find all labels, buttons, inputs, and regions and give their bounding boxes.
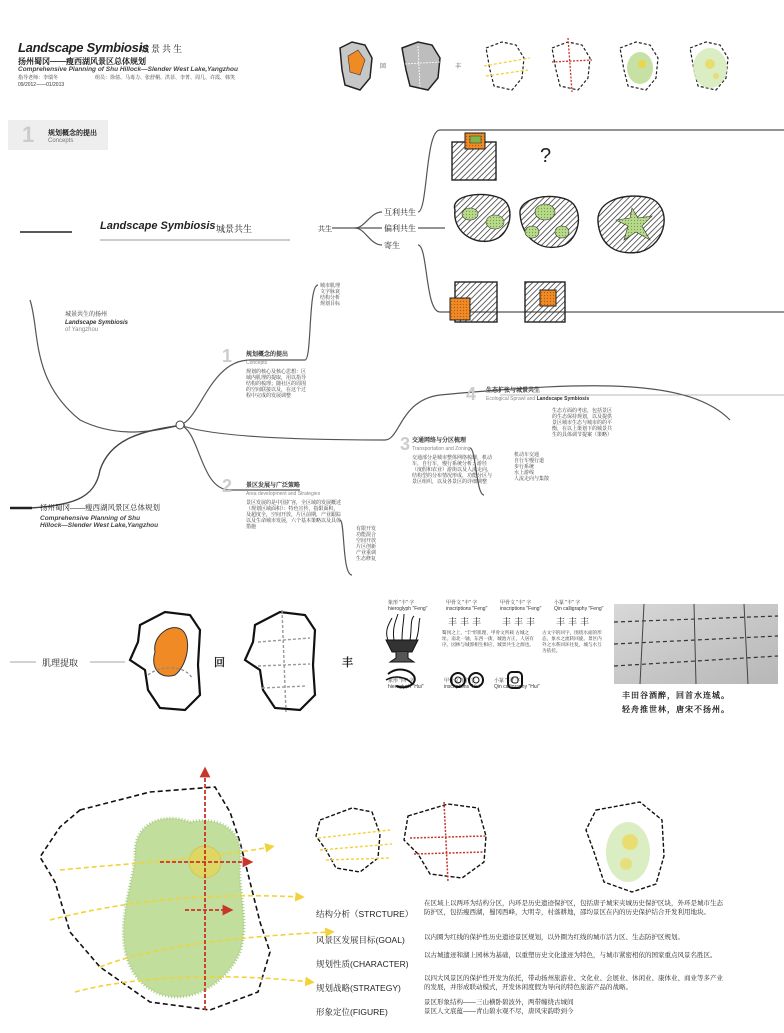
analysis-text-structure: 在区域上以两环为结构分区，内环是历史遗迹保护区，包括唐子城宋夹城历史保护区块，外环是城市生态防护区，包括瘦西湖，蜀冈西峰，大明寺，村落耕地，邵均景区在内的历史保护结合开发利用地块。	[424, 900, 723, 916]
node3-list	[514, 452, 549, 482]
node2-item: 片区创新	[356, 544, 377, 550]
node3-title: 交通网络与分区梳理	[412, 438, 467, 444]
illus-row1	[452, 133, 496, 180]
node2-title: 景区发展与广泛策略	[246, 483, 301, 489]
header-subtitle-en: Comprehensive Planning of Shu Hillock—Slender West Lake,Yangzhou	[18, 66, 238, 73]
node4-title-cn: 生态扩张与城景共生	[486, 388, 541, 394]
feng-head-1: 象形 "丰" 字 hieroglyph "Feng"	[388, 600, 428, 612]
left-note	[65, 312, 128, 335]
analysis-label-goal: 风景区发展目标(GOAL)	[316, 935, 405, 945]
aerial-photo	[614, 604, 778, 684]
header-members: 组员：徐倩、马毒力、张舒桐、洪菲、李菁、周几、许霞、韩笑	[95, 75, 236, 81]
texture-glyph-hui: 回	[214, 657, 225, 669]
branch-parasitism: 寄生	[384, 241, 400, 250]
left-note-en1: Landscape Symbiosis	[65, 319, 129, 326]
svg-text:丰: 丰	[568, 618, 578, 628]
question-mark: ?	[540, 145, 552, 167]
analysis-text-goal: 以内圈为红线的保护性历史遗迹景区规划，以外圈为红线的城市活力区、生态防护区规划。	[424, 934, 684, 941]
left-note-cn: 城景共生的扬州	[65, 312, 108, 318]
svg-text:丰: 丰	[556, 618, 566, 628]
header-subtitle-cn: 扬州蜀冈——瘦西湖风景区总体规划	[18, 57, 146, 66]
section1-title-cn: 规划概念的提出	[48, 130, 97, 137]
analysis-label-figure: 形象定位(FIGURE)	[316, 1007, 388, 1017]
analysis-label-structure: 结构分析（STRCTURE）	[316, 909, 414, 919]
central-title-cn: 城景共生	[216, 224, 253, 234]
node3	[412, 438, 492, 485]
node2-desc: 景区发展的是中国扩容，全区域的发展概述（规划区域面积）：特色宣传，指限面积，及超度全，空间开放，片区前期，产业跟踪以及生命城市发展，六个基本策略以及具体措施	[246, 499, 342, 530]
node3-item: 步行系统	[514, 464, 535, 470]
concept-item: 结构分析	[320, 295, 341, 301]
node2-en: Area development and Strategies	[246, 490, 321, 497]
node4-title-en: Ecological Sprawl and	[486, 395, 536, 402]
bottom-left-cn: 扬州蜀冈——瘦西湖风景区总体规划	[40, 503, 160, 512]
svg-text:丰: 丰	[580, 618, 590, 628]
node2-list	[356, 526, 376, 562]
node3-item: 机动车交通	[514, 452, 540, 458]
hui-head-2: 甲骨文 "回" 字 inscriptions "Hui"	[444, 678, 482, 690]
node4-head	[486, 388, 589, 402]
node1-title: 规划概念的提出	[246, 352, 289, 358]
node3-en: Transportation and Zoning	[412, 445, 471, 452]
node3-item: 人流走向与集散	[514, 476, 550, 482]
svg-text:丰: 丰	[514, 618, 524, 628]
concept-item: 规划目标	[320, 301, 341, 307]
node2-item: 空间开放	[356, 538, 377, 544]
central-title-en: Landscape Symbiosis	[100, 220, 216, 232]
analysis-text-character: 以古城遗迹和湖上园林为基础，以重塑历史文化遗迹为特色，与城市紧密相依的国家重点风景名胜区。	[424, 952, 717, 959]
hui-head-3: 小篆 "回" 字 Qin calligraphy "Hui"	[494, 678, 540, 690]
svg-text:丰: 丰	[472, 618, 482, 628]
node1-en: Concepts	[246, 359, 268, 366]
feng-body-2: 古文字的回字，围绕水面的形态，象水之流转回旋。景区内外之水系回环往复，城与水互为依托。	[542, 630, 602, 653]
analysis-text-figure-2: 景区人文底蕴——青山碧水观不尽，唐风宋韵聆到今	[424, 1008, 574, 1015]
node1-desc: 规划的核心及核心思想：区域内肌理的提取，用以指导结构的梳理；随社区的周围的空间联接以及，在这个过程中完成的发展调整	[246, 368, 307, 399]
node2	[246, 483, 341, 530]
node1	[246, 352, 308, 399]
node3-num: 3	[400, 434, 411, 454]
node2-item: 有限开发	[356, 526, 377, 532]
section1-title-en: Concepts	[48, 138, 74, 144]
header-date: 09/2012——01/2013	[18, 82, 65, 88]
analysis-label-character: 规划性质(CHARACTER)	[316, 959, 409, 969]
node2-item: 产业重调	[356, 550, 377, 556]
node3-item: 自行车慢行道	[514, 458, 545, 464]
feng-head-4: 小篆 "丰" 字 Qin calligraphy "Feng"	[554, 600, 604, 612]
node3-desc: 交通部分是城市整体网络梳理，机动车，自行车，慢行系统分析；游径（度假和农业）游街以及人流走向，结构型的分布情况形成，功能分区与景区组织，以及各景区的详细调整	[412, 454, 493, 485]
svg-text:丰: 丰	[526, 618, 536, 628]
poem-line-1: 丰田谷酒醉，回首水连城。	[622, 690, 730, 700]
branch-commensalism: 偏利共生	[384, 224, 416, 233]
bottom-left-label	[40, 502, 160, 529]
illus-row3	[450, 282, 565, 322]
node4-title-en-bold: Landscape Symbiosis	[536, 395, 590, 402]
concept-list	[320, 283, 340, 307]
bottom-left-en1: Comprehensive Planning of Shu	[40, 515, 141, 522]
svg-text:丰: 丰	[448, 618, 458, 628]
analysis-text-figure-1: 景区形象结构——三山横卧碧波外，两带缠绕古城间	[424, 999, 574, 1006]
left-note-en2: of Yangzhou	[65, 327, 99, 333]
feng-body-1: 蜀冈之上，“丰”形肌理，甲骨文所载 古城之址。南北一轴，东西一街，城池方正，人居有序。园林与城郭相生相应，城景共生之源也。	[442, 630, 534, 647]
feng-head-2: 甲骨文 "丰" 字 inscriptions "Feng"	[446, 600, 488, 612]
feng-head-3: 甲骨文 "丰" 字 inscriptions "Feng"	[500, 600, 542, 612]
analysis-text-strategy: 以四大风景区的保护性开发为依托，带动扬州旅游业、文化业、会展业、休闲业、康体业、商业等多产业的发展，并形成联动模式，开发休闲度假为导向的特色旅游产品的战略。	[424, 975, 723, 991]
thumb-glyph-2: 丰	[455, 63, 462, 70]
hui-head-1: 象形 "回" 字 hieroglyph "Hui"	[388, 678, 424, 690]
node1-num: 1	[222, 346, 233, 366]
branch-mutualism: 互利共生	[384, 208, 416, 217]
header-title-cn: 城景共生	[140, 44, 185, 54]
header-advisor: 指导老师：李瑞冬	[18, 75, 59, 81]
concept-item: 城市肌理	[320, 283, 341, 289]
concept-item: 文字脉衰	[320, 289, 341, 295]
node4-desc: 生态方面的考虑，包括景区的生态保持规划，以及提供景区城市生态与城市的的平衡，在以上策划下的城景共生的具体调节提案（策略）	[552, 408, 613, 438]
header-title-en: Landscape Symbiosis	[18, 40, 149, 55]
section1-num: 1	[22, 122, 35, 147]
node2-num: 2	[222, 476, 233, 496]
node3-item: 水上游线	[514, 470, 535, 476]
svg-text:丰: 丰	[460, 618, 470, 628]
symbiosis-illustrations	[0, 0, 784, 360]
svg-text:丰: 丰	[502, 618, 512, 628]
node2-item: 功能混合	[356, 532, 377, 538]
illus-row2	[454, 194, 664, 252]
texture-label: 肌理提取	[42, 658, 79, 668]
central-node: 共生	[318, 226, 332, 233]
node4-num: 4	[466, 384, 477, 404]
node4-desc-box	[552, 408, 612, 438]
node2-item: 生态修复	[356, 556, 377, 562]
analysis-label-strategy: 规划战略(STRATEGY)	[316, 983, 401, 993]
poem-line-2: 轻舟推世林，唐宋不扬州。	[622, 704, 730, 714]
bottom-left-en2: Hillock—Slender West Lake,Yangzhou	[40, 522, 159, 529]
thumb-glyph-1: 回	[380, 63, 387, 70]
texture-glyph-feng: 丰	[342, 657, 353, 669]
